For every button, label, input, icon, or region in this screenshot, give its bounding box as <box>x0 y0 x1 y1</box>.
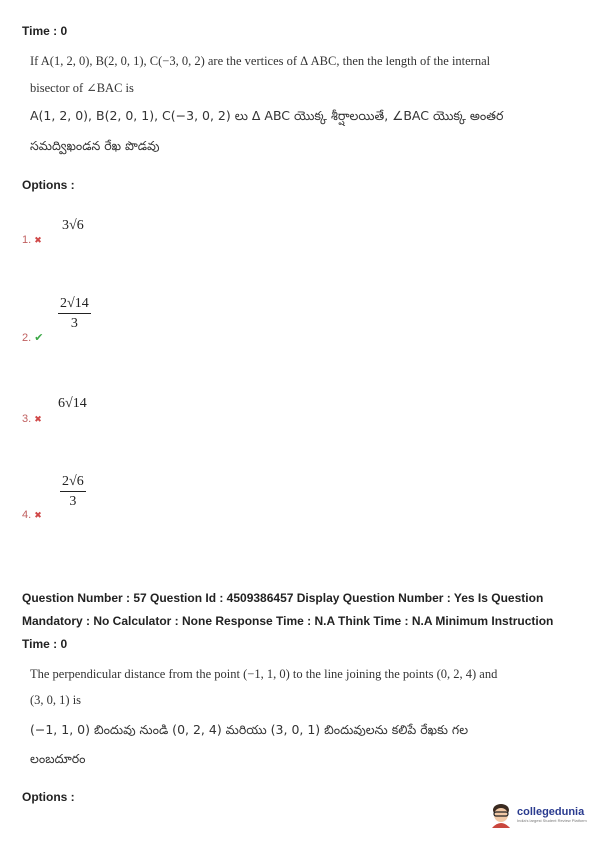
q57-question-english-line1: The perpendicular distance from the point (−1, 1, 0) to the line joining the points (0, 2, 4) and <box>30 667 498 681</box>
q56-question-telugu-line1: A(1, 2, 0), B(2, 0, 1), C(−3, 0, 2) లు Δ ABC యొక్క శీర్షాలయితే, ∠BAC యొక్క అంతర <box>30 108 504 123</box>
option-1-number: 1. <box>22 234 32 246</box>
mascot-icon <box>488 800 514 828</box>
option-2-radicand: 14 <box>74 296 89 311</box>
q56-question-english-line1: If A(1, 2, 0), B(2, 0, 1), C(−3, 0, 2) are the vertices of Δ ABC, then the length of the internal <box>30 54 491 68</box>
q57-time-label: Time : 0 <box>22 637 68 651</box>
check-icon: ✔ <box>34 332 44 344</box>
option-4-denominator: 3 <box>69 494 77 509</box>
q57-question-telugu-line1: (−1, 1, 0) బిందువు నుండి (0, 2, 4) మరియు (3, 0, 1) బిందువులను కలిపే రేఖకు గల <box>30 722 469 737</box>
q57-options-label: Options : <box>22 790 75 804</box>
q57-question-telugu-line2: లంబదూరం <box>30 751 86 766</box>
logo-tagline: India's largest Student Review Platform <box>517 817 587 823</box>
option-1-coefficient: 3 <box>62 218 69 233</box>
q56-options-label: Options : <box>22 178 75 192</box>
option-1-value <box>62 218 84 234</box>
collegedunia-logo <box>488 800 587 828</box>
option-4-label <box>22 509 42 521</box>
cross-icon: ✖ <box>34 510 42 520</box>
option-2-coefficient: 2 <box>60 296 67 311</box>
q56-question-english-line2: bisector of ∠BAC is <box>30 81 134 95</box>
option-4-coefficient: 2 <box>62 474 69 489</box>
option-3-coefficient: 6 <box>58 396 65 411</box>
logo-name: collegedunia <box>517 805 585 818</box>
option-2-value <box>58 296 91 332</box>
q56-time-label: Time : 0 <box>22 24 68 38</box>
option-3-value <box>58 396 87 412</box>
option-4-radicand: 6 <box>76 474 84 489</box>
option-3-number: 3. <box>22 413 32 425</box>
cross-icon: ✖ <box>34 414 42 424</box>
q56-question-telugu-line2: సమద్విఖండన రేఖ పొడవు <box>30 138 160 153</box>
option-4-value <box>60 474 86 510</box>
option-2-label <box>22 331 43 344</box>
option-2-denominator: 3 <box>70 316 78 331</box>
option-3-label <box>22 413 42 425</box>
sqrt-icon: √ <box>67 296 75 311</box>
option-1-radicand: 6 <box>76 218 84 233</box>
sqrt-icon: √ <box>69 474 77 489</box>
q57-header-line1: Question Number : 57 Question Id : 4509386457 Display Question Number : Yes Is Question <box>22 591 544 605</box>
q57-question-english-line2: (3, 0, 1) is <box>30 693 82 707</box>
option-3-radicand: 14 <box>72 396 87 411</box>
option-1-label <box>22 234 42 246</box>
cross-icon: ✖ <box>34 235 42 245</box>
option-4-number: 4. <box>22 509 32 521</box>
sqrt-icon: √ <box>65 396 73 411</box>
sqrt-icon: √ <box>69 218 77 233</box>
option-2-number: 2. <box>22 332 32 344</box>
q57-header-line2: Mandatory : No Calculator : None Response Time : N.A Think Time : N.A Minimum Instruction <box>22 614 554 628</box>
